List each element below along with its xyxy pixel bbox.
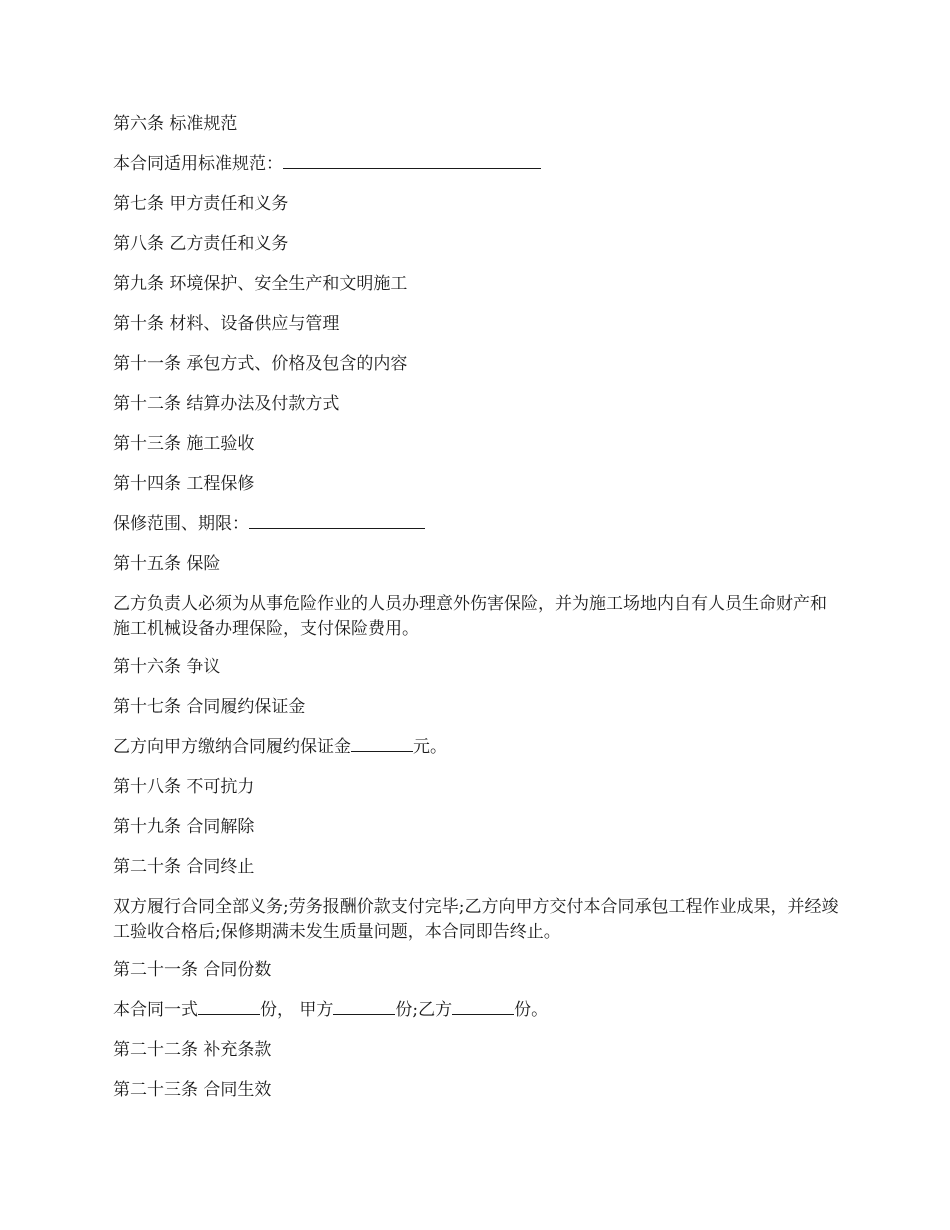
article-6-heading: 第六条 标准规范 xyxy=(113,114,238,134)
copies-end: 份。 xyxy=(514,1000,549,1020)
article-18-heading: 第十八条 不可抗力 xyxy=(113,777,255,797)
deposit-unit: 元。 xyxy=(413,737,447,757)
document-body xyxy=(113,112,843,1103)
article-11-heading: 第十一条 承包方式、价格及包含的内容 xyxy=(113,354,408,374)
article-13-heading: 第十三条 施工验收 xyxy=(113,434,255,454)
article-6-standard-label: 本合同适用标准规范： xyxy=(113,154,283,174)
article-7-heading: 第七条 甲方责任和义务 xyxy=(113,194,289,214)
warranty-label: 保修范围、期限： xyxy=(113,514,249,534)
article-14-heading: 第十四条 工程保修 xyxy=(113,474,255,494)
article-19-heading: 第十九条 合同解除 xyxy=(113,817,255,837)
article-8-heading: 第八条 乙方责任和义务 xyxy=(113,234,289,254)
article-17-heading: 第十七条 合同履约保证金 xyxy=(113,697,306,717)
article-23-heading: 第二十三条 合同生效 xyxy=(113,1080,272,1100)
article-22-heading: 第二十二条 补充条款 xyxy=(113,1040,272,1060)
warranty-blank-field[interactable] xyxy=(249,513,425,529)
party-a-copies-field[interactable] xyxy=(333,999,395,1015)
deposit-amount-field[interactable] xyxy=(351,736,413,752)
article-21-heading: 第二十一条 合同份数 xyxy=(113,960,272,980)
article-15-insurance-text: 乙方负责人必须为从事危险作业的人员办理意外伤害保险，并为施工场地内自有人员生命财产和施工机械设备办理保险，支付保险费用。 xyxy=(113,594,827,639)
article-9-heading: 第九条 环境保护、安全生产和文明施工 xyxy=(113,274,408,294)
article-16-heading: 第十六条 争议 xyxy=(113,657,221,677)
article-15-heading: 第十五条 保险 xyxy=(113,554,221,574)
copies-party-b-label: 份;乙方 xyxy=(395,1000,453,1020)
article-14-warranty-line xyxy=(113,512,843,537)
party-b-copies-field[interactable] xyxy=(452,999,514,1015)
total-copies-field[interactable] xyxy=(198,999,260,1015)
article-12-heading: 第十二条 结算办法及付款方式 xyxy=(113,394,340,414)
article-17-deposit-line xyxy=(113,735,843,760)
deposit-label: 乙方向甲方缴纳合同履约保证金 xyxy=(113,737,351,757)
article-20-termination-text: 双方履行合同全部义务;劳务报酬价款支付完毕;乙方向甲方交付本合同承包工程作业成果，并经竣工验收合格后;保修期满未发生质量问题，本合同即告终止。 xyxy=(113,897,839,942)
copies-label: 本合同一式 xyxy=(113,1000,198,1020)
standard-blank-field[interactable] xyxy=(283,153,541,169)
copies-party-a-label: 份， 甲方 xyxy=(260,1000,334,1020)
article-20-heading: 第二十条 合同终止 xyxy=(113,857,255,877)
article-6-standard-line xyxy=(113,152,843,177)
article-21-copies-line xyxy=(113,998,843,1023)
article-10-heading: 第十条 材料、设备供应与管理 xyxy=(113,314,340,334)
